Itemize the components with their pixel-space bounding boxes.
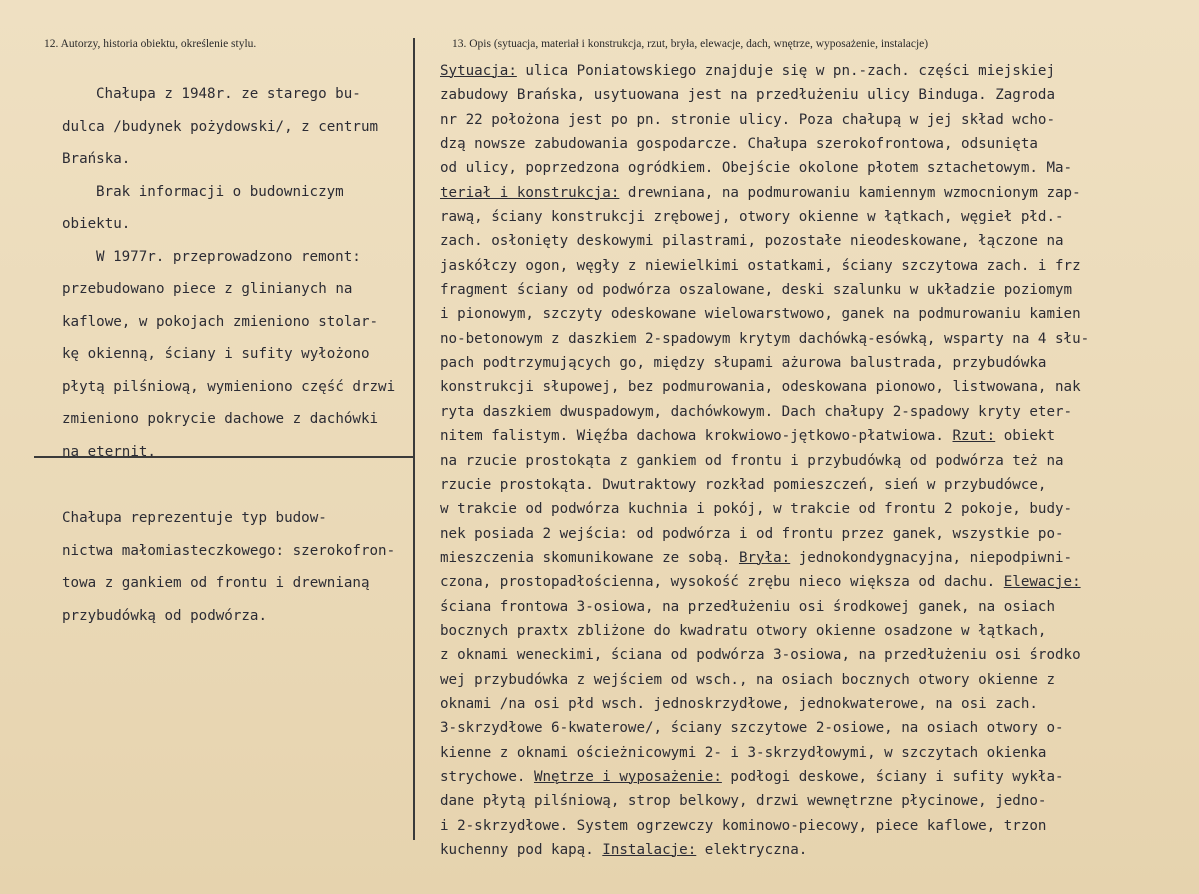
section-12-heading: 12. Autorzy, historia obiektu, określenie stylu. bbox=[44, 38, 257, 50]
text-line bbox=[440, 692, 1196, 716]
text-line bbox=[440, 668, 1196, 692]
text-line: nictwa małomiasteczkowego: szerokofron- bbox=[62, 542, 396, 559]
text-line bbox=[440, 619, 1196, 643]
text-line bbox=[440, 473, 1196, 497]
text-line bbox=[440, 351, 1196, 375]
text-line bbox=[440, 449, 1196, 473]
line-text: wej przybudówka z wejściem od wsch., na osiach bocznych otwory okienne z bbox=[440, 671, 1055, 688]
line-text: kienne z oknami ościeżnicowymi 2- i 3-skrzydłowymi, w szczytach okienka bbox=[440, 744, 1047, 761]
text-line: kę okienną, ściany i sufity wyłożono bbox=[62, 346, 370, 362]
text-line bbox=[440, 156, 1196, 180]
text-line: dulca /budynek pożydowski/, z centrum bbox=[62, 118, 379, 135]
text-line bbox=[440, 716, 1196, 740]
line-text: od ulicy, poprzedzona ogródkiem. Obejście okolone płotem sztachetowym. Ma- bbox=[440, 160, 1073, 177]
line-text: dzą nowsze zabudowania gospodarcze. Chałupa szerokofrontowa, odsunięta bbox=[440, 136, 1038, 153]
text-line bbox=[440, 838, 1196, 862]
section-heading: Elewacje: bbox=[1003, 574, 1081, 591]
line-text: podłogi deskowe, ściany i sufity wykła- bbox=[721, 768, 1064, 785]
text-line: przybudówką od podwórza. bbox=[62, 607, 267, 624]
text-line bbox=[440, 497, 1196, 521]
line-text: nitem falistym. Więźba dachowa krokwiowo-jętkowo-płatwiowa. bbox=[440, 428, 953, 445]
text-line: W 1977r. przeprowadzono remont: bbox=[96, 248, 361, 265]
line-text: kuchenny pod kapą. bbox=[440, 842, 603, 858]
text-line bbox=[440, 59, 1196, 83]
text-line bbox=[440, 302, 1196, 326]
line-text: jaskółczy ogon, węgły z niewielkimi ostatkami, ściany szczytowa zach. i frz bbox=[440, 257, 1081, 274]
text-line bbox=[440, 522, 1196, 546]
line-text: ulica Poniatowskiego znajduje się w pn.-zach. części miejskiej bbox=[516, 63, 1055, 79]
section-heading: Instalacje: bbox=[602, 842, 697, 858]
text-line bbox=[440, 181, 1196, 205]
text-line: Chałupa reprezentuje typ budow- bbox=[62, 510, 327, 526]
text-line: Brak informacji o budowniczym bbox=[96, 183, 344, 200]
line-text: obiekt bbox=[995, 428, 1056, 445]
section-13-heading: 13. Opis (sytuacja, materiał i konstrukcja, rzut, bryła, elewacje, dach, wnętrze, wyposażenie, instalacje) bbox=[452, 38, 929, 50]
line-text: oknami /na osi płd wsch. jednoskrzydłowe, jednokwaterowe, na osi zach. bbox=[440, 695, 1038, 712]
line-text: pach podtrzymujących go, między słupami ażurowa balustrada, przybudówka bbox=[440, 355, 1047, 372]
line-text: fragment ściany od podwórza oszalowane, deski szalunku w układzie poziomym bbox=[440, 282, 1073, 299]
text-line bbox=[440, 108, 1196, 132]
section-heading: Sytuacja: bbox=[440, 63, 517, 79]
line-text: jednokondygnacyjna, niepodpiwni- bbox=[790, 549, 1073, 566]
line-text: strychowe. bbox=[440, 768, 534, 785]
line-text: 3-skrzydłowe 6-kwaterowe/, ściany szczytowe 2-osiowe, na osiach otwory o- bbox=[440, 720, 1064, 737]
line-text: nr 22 położona jest po pn. stronie ulicy. Poza chałupą w jej skład wcho- bbox=[440, 111, 1055, 128]
section-heading: Bryła: bbox=[738, 549, 791, 566]
description-text bbox=[440, 59, 1196, 862]
line-text: no-betonowym z daszkiem 2-spadowym krytym dachówką-esówką, wsparty na 4 słu- bbox=[440, 330, 1090, 347]
line-text: nek posiada 2 wejścia: od podwórza i od frontu przez ganek, wszystkie po- bbox=[440, 525, 1064, 542]
authors-history-text bbox=[62, 78, 412, 468]
line-text: zach. osłonięty deskowymi pilastrami, pozostałe nieodeskowane, łączone na bbox=[440, 233, 1064, 250]
line-text: konstrukcji słupowej, bez podmurowania, odeskowana pionowo, listwowana, nak bbox=[440, 379, 1081, 396]
text-line: przebudowano piece z glinianych na bbox=[62, 281, 353, 297]
text-line bbox=[440, 278, 1196, 302]
section-heading: Rzut: bbox=[952, 428, 996, 445]
text-line bbox=[440, 83, 1196, 107]
text-line bbox=[440, 765, 1196, 789]
line-text: dane płytą pilśniową, strop belkowy, drzwi wewnętrzne płycinowe, jedno- bbox=[440, 793, 1047, 810]
line-text: rawą, ściany konstrukcji zrębowej, otwory okienne w łątkach, węgieł płd.- bbox=[440, 209, 1064, 226]
text-line bbox=[440, 643, 1196, 667]
line-text: i 2-skrzydłowe. System ogrzewczy kominowo-piecowy, piece kaflowe, trzon bbox=[440, 817, 1047, 834]
text-line bbox=[440, 229, 1196, 253]
text-line: płytą pilśniową, wymieniono część drzwi bbox=[62, 378, 396, 395]
text-line bbox=[440, 254, 1196, 278]
section-heading: Wnętrze i wyposażenie: bbox=[533, 768, 722, 785]
line-text: ryta daszkiem dwuspadowym, dachówkowym. Dach chałupy 2-spadowy kryty eter- bbox=[440, 403, 1073, 420]
text-line: Chałupa z 1948r. ze starego bu- bbox=[96, 86, 361, 102]
section-heading: teriał i konstrukcja: bbox=[440, 184, 620, 201]
line-text: zabudowy Brańska, usytuowana jest na przedłużeniu ulicy Binduga. Zagroda bbox=[440, 87, 1055, 104]
text-line: kaflowe, w pokojach zmieniono stolar- bbox=[62, 313, 379, 330]
text-line bbox=[440, 595, 1196, 619]
line-text: czona, prostopadłościenna, wysokość zrębu nieco większa od dachu. bbox=[440, 574, 1004, 591]
style-description-text bbox=[62, 502, 412, 632]
line-text: rzucie prostokąta. Dwutraktowy rozkład pomieszczeń, sień w przybudówce, bbox=[440, 476, 1047, 493]
text-line: Brańska. bbox=[62, 151, 131, 167]
text-line bbox=[440, 132, 1196, 156]
line-text: elektryczna. bbox=[696, 842, 808, 858]
line-text: drewniana, na podmurowaniu kamiennym wzmocnionym zap- bbox=[619, 184, 1081, 201]
text-line bbox=[440, 789, 1196, 813]
text-line bbox=[440, 327, 1196, 351]
text-line: towa z gankiem od frontu i drewnianą bbox=[62, 575, 370, 591]
line-text: na rzucie prostokąta z gankiem od frontu i przybudówką od podwórza też na bbox=[440, 452, 1064, 469]
text-line bbox=[440, 570, 1196, 594]
text-line: zmieniono pokrycie dachowe z dachówki bbox=[62, 411, 379, 427]
text-line bbox=[440, 546, 1196, 570]
text-line bbox=[440, 205, 1196, 229]
text-line bbox=[440, 375, 1196, 399]
text-line bbox=[440, 400, 1196, 424]
line-text: i pionowym, szczyty odeskowane wielowarstwowo, ganek na podmurowaniu kamien bbox=[440, 306, 1081, 323]
line-text: w trakcie od podwórza kuchnia i pokój, w trakcie od frontu 2 pokoje, budy- bbox=[440, 501, 1073, 518]
text-line bbox=[440, 814, 1196, 838]
text-line: obiektu. bbox=[62, 216, 131, 232]
line-text: z oknami weneckimi, ściana od podwórza 3-osiowa, na przedłużeniu osi środko bbox=[440, 647, 1081, 664]
text-line bbox=[440, 741, 1196, 765]
line-text: mieszczenia skomunikowane ze sobą. bbox=[440, 549, 739, 566]
column-divider bbox=[413, 38, 415, 840]
line-text: bocznych praxtx zbliżone do kwadratu otwory okienne osadzone w łątkach, bbox=[440, 622, 1047, 639]
line-text: ściana frontowa 3-osiowa, na przedłużeniu osi środkowej ganek, na osiach bbox=[440, 598, 1055, 615]
text-line: na eternit. bbox=[62, 443, 156, 460]
text-line bbox=[440, 424, 1196, 448]
